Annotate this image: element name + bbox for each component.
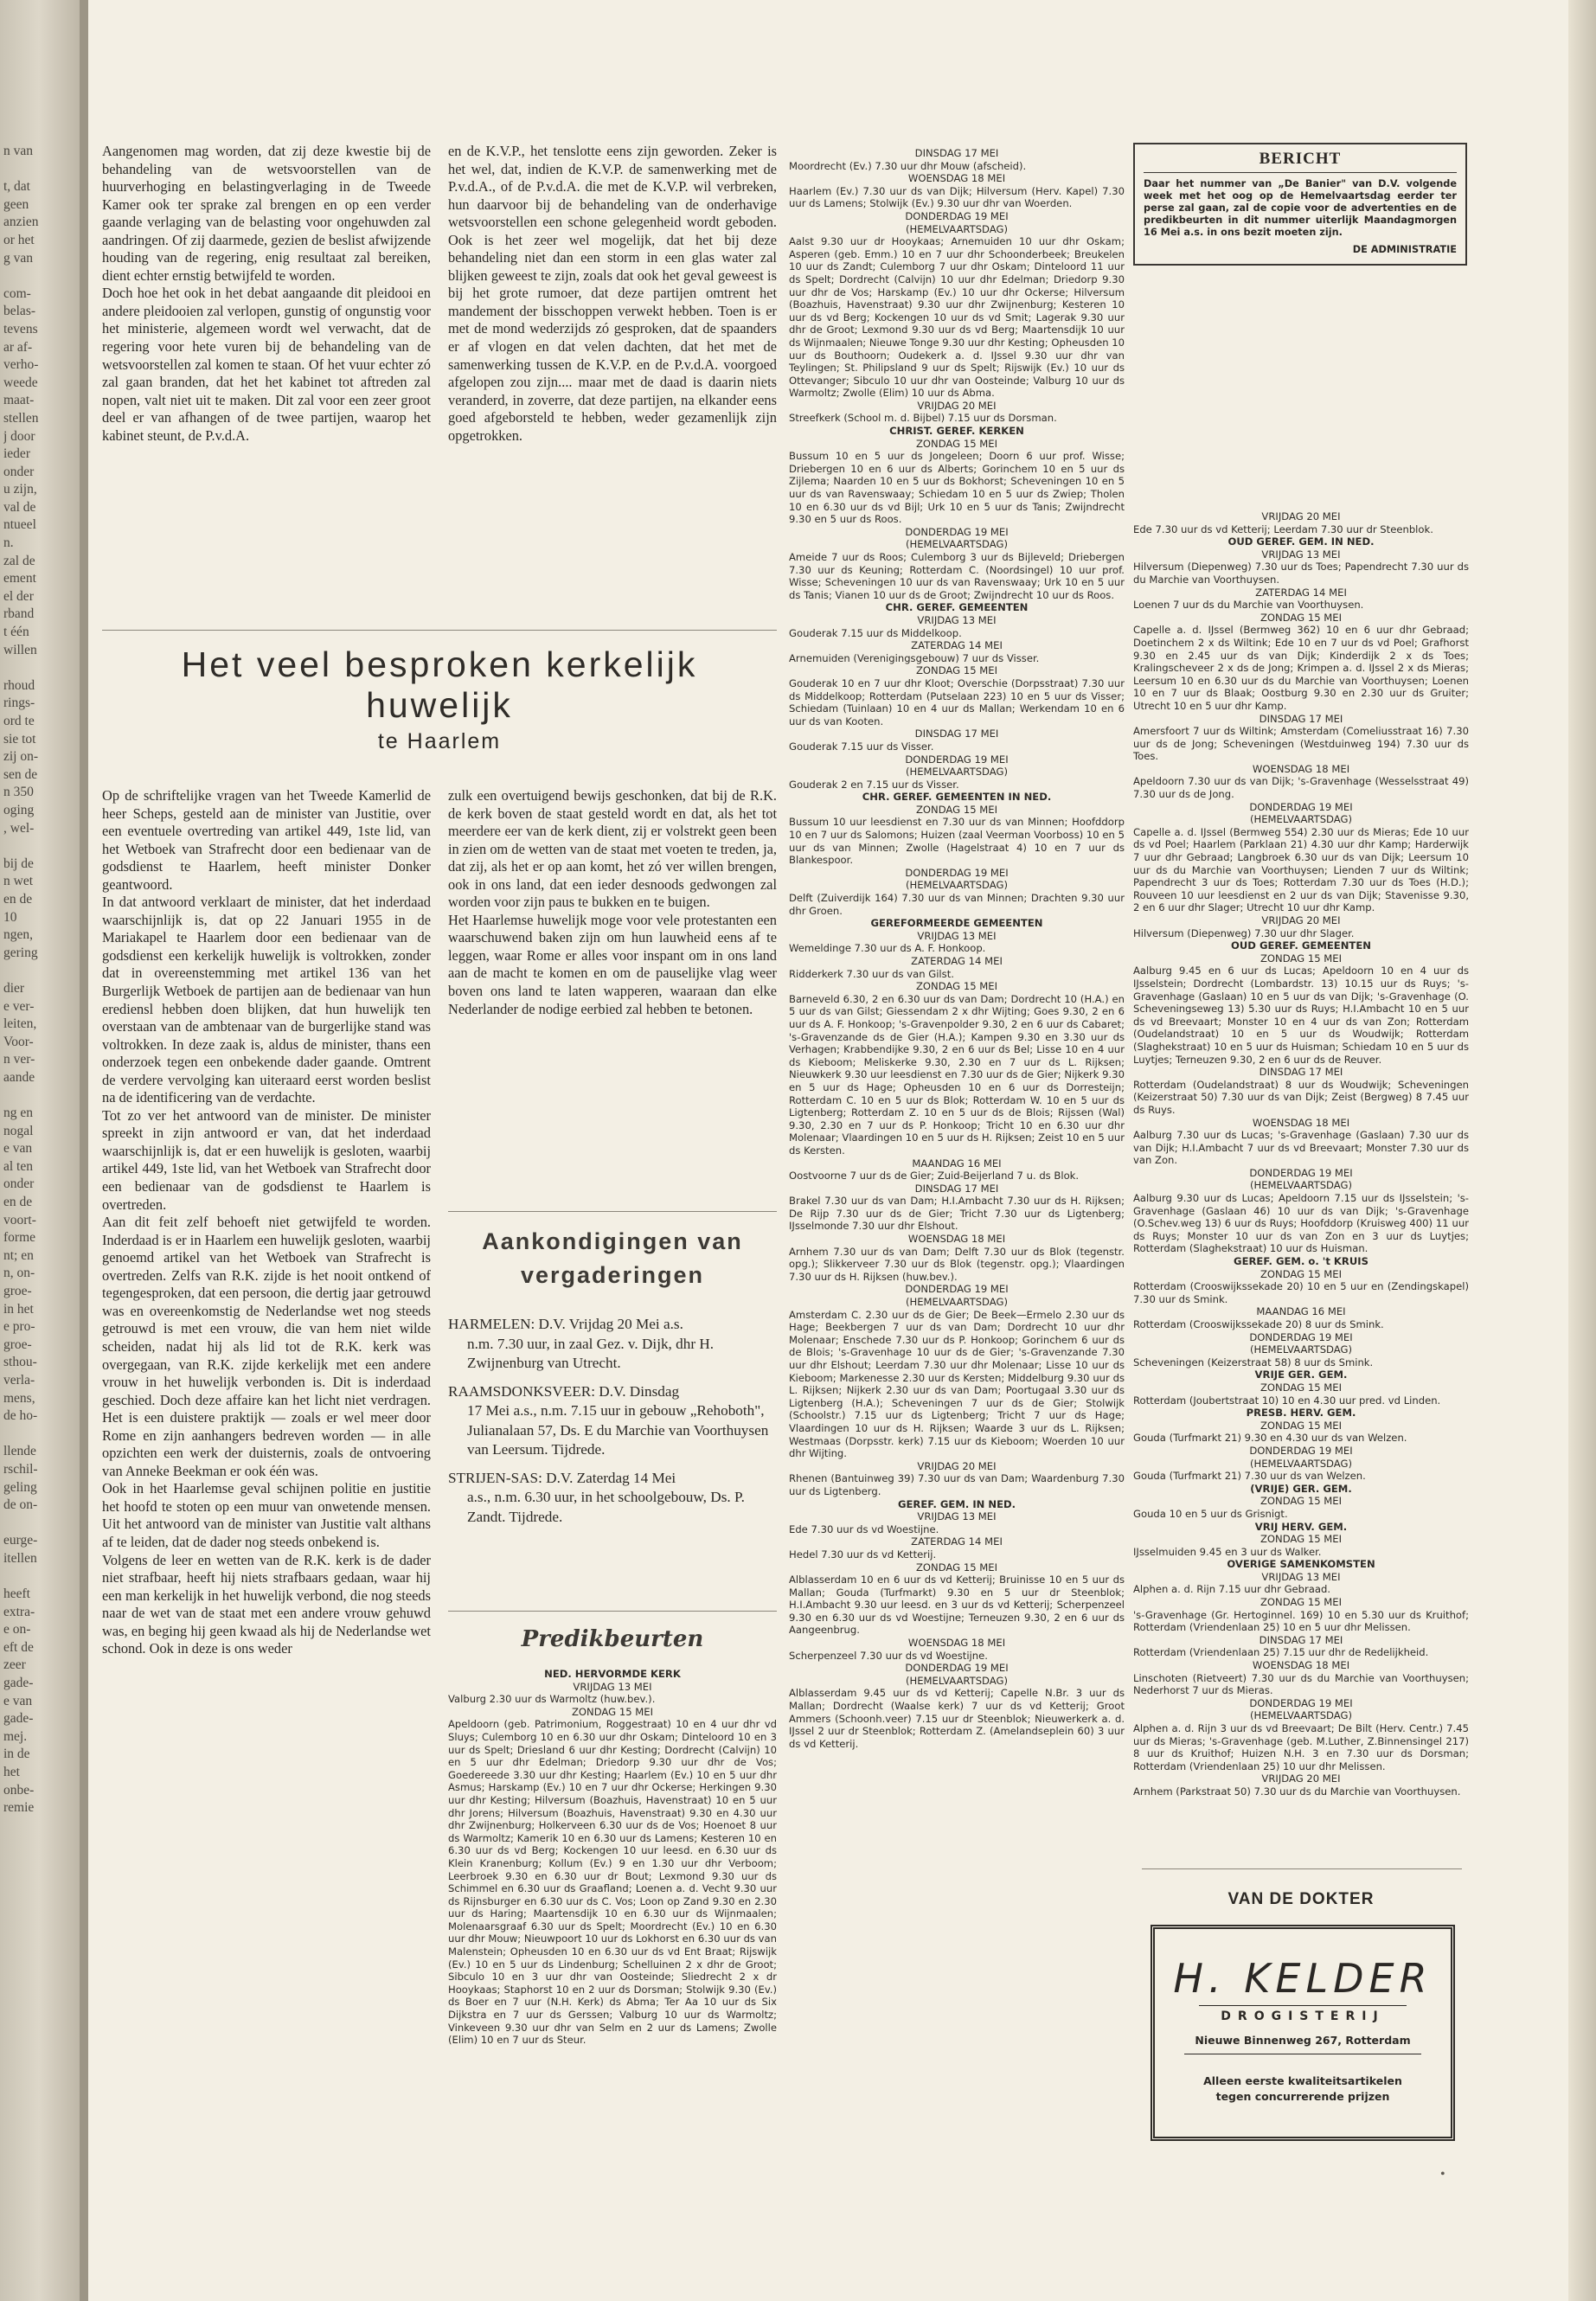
fragment-line: el der <box>3 588 34 604</box>
fragment-line: onder <box>3 464 35 479</box>
service-listing: Hilversum (Diepenweg) 7.30 uur dhr Slager. <box>1133 926 1355 939</box>
advert-heading: VAN DE DOKTER <box>1227 1890 1375 1908</box>
service-listing: Haarlem (Ev.) 7.30 uur ds van Dijk; Hilversum (Herv. Kapel) 7.30 uur ds Lamens; Stolwijk (Ev.) 9.30 uur dhr van Woerden. <box>789 184 1125 210</box>
service-listing: Gouderak 7.15 uur ds Middelkoop. <box>789 626 962 639</box>
service-listing: Gouderak 7.15 uur ds Visser. <box>789 740 934 753</box>
fragment-line: t één <box>3 625 29 640</box>
service-listing: Alblasserdam 9.45 uur ds vd Ketterij; Capelle N.Br. 3 uur ds Mallan; Dordrecht (Waalse kerk) 7 uur ds vd Ketterij; Groot Ammers (Schoonh.veer) 7.15 uur dr Steenblok; Nieuwerkerk a. d. IJssel 2 uur dr Steenblok; Rotterdam Z. (Amelandseplein 60) 3 uur ds vd Ketterij. <box>789 1687 1125 1750</box>
fragment-line: Voor- <box>3 1034 34 1049</box>
date-heading: (HEMELVAARTSDAG) <box>905 1674 1009 1687</box>
fragment-line <box>3 1086 55 1105</box>
drogisterij-advert <box>1151 1925 1455 2141</box>
fragment-line: 10 <box>3 909 17 925</box>
service-listing: Bussum 10 uur leesdienst en 7.30 uur ds van Minnen; Hoofddorp 10 en 7 uur ds Salomons; Huizen (zaal Veerman Voorboss) 10 en 5 uur ds van Minnen; Zwolle (Hagelstraat 4) 10 en 7 uur ds Blankespoor. <box>789 816 1125 867</box>
date-heading: DONDERDAG 19 MEI <box>1249 1696 1353 1709</box>
advert-divider <box>1142 1868 1462 1869</box>
fragment-line: gering <box>3 945 38 960</box>
date-heading: VRIJDAG 20 MEI <box>1261 914 1341 926</box>
page-mark: • <box>1440 2167 1445 2182</box>
date-heading: ZONDAG 15 MEI <box>915 803 998 816</box>
fragment-line: heeft <box>3 1586 30 1602</box>
service-listing: Aalburg 9.45 en 6 uur ds Lucas; Apeldoorn 10 en 4 uur ds IJsselstein; Dordrecht (Lombardstr. 13) 10.15 uur ds Ruys; 's-Gravenhage (Gaslaan) 10 en 5 uur ds van Dijk; 's-Gravenhage (O. Scheveningseweg 13) 5.30 uur ds Ruys; H.I.Ambacht 10 en 5 uur ds vd Breevaart; Monster 10 en 4 uur ds van Zon; Rotterdam (Oudelandstraat) 10 en 5 uur ds Woudwijk; Rotterdam (Slaghekstraat) 10 en 5 uur ds Huisman; Schiedam 10 en 5 uur ds Luytjes; Terneuzen 9.30, 2 en 6 uur ds de Reuver. <box>1133 965 1469 1066</box>
date-heading: ZONDAG 15 MEI <box>1259 611 1343 624</box>
fragment-line: leiten, <box>3 1016 37 1032</box>
fragment-line: , wel- <box>3 820 35 836</box>
date-heading: ZATERDAG 14 MEI <box>911 639 1003 652</box>
service-listing: Bussum 10 en 5 uur ds Jongeleen; Doorn 6 uur prof. Wisse; Driebergen 10 en 6 uur ds Alberts; Gorinchem 10 en 5 uur ds Zijlema; Naarden 10 en 5 uur ds Bokhorst; Scheveningen 10 en 5 uur ds van Ravenswaay; Schiedam 10 en 5 uur ds Zwiep; Tholen 10 en 6.30 uur ds vd Bijl; Urk 10 en 5 uur ds Tanis; Zwijndrecht 9.30 en 5 uur ds Roos. <box>789 450 1125 526</box>
meeting-first-line: STRIJEN-SAS: D.V. Zaterdag 14 Mei <box>448 1469 676 1486</box>
service-listing: Ameide 7 uur ds Roos; Culemborg 3 uur ds Bijleveld; Driebergen 7.30 uur ds Keuning; Rotterdam C. (Noordsingel) 10 uur prof. Wisse; Scheveningen 10 uur ds van Ravenswaay; Urk 10 en 5 uur ds Tanis; Vianen 10 uur ds de Groot; Zwijndrecht 10 uur ds Roos. <box>789 551 1125 601</box>
fragment-line: gade- <box>3 1711 34 1727</box>
paragraph: Aan dit feit zelf behoeft niet getwijfeld te worden. Inderdaad is er in Haarlem een huwelijk gesloten, waarbij genoemd artikel van het Wetboek van Strafrecht is overtreden. Zelfs van R.K. zijde is het nooit ontkend of tegengesproken, dat een persoon, die dertig jaar getrouwd was en overeenkomstig de Nederlandse wet nog steeds getrouwd is met een vrouw, die van hem niet wilde scheiden, nadat hij als lid tot de R.K. kerk was overgegaan, van R.K. zijde kerkelijk met een andere vrouw in het huwelijk verbonden is. Dit is inderdaad geschied. Doch deze affaire kan het licht niet verdragen. Het is een duistere praktijk — zoals er wel meer door Rome en zijn aanhangers bedreven worden — in alle opzichten een werk der duisternis, zoals de ontvoering van Anneke Beekman er ook één was. <box>102 1214 431 1479</box>
advert-rule <box>1199 2005 1406 2006</box>
fragment-line: g van <box>3 250 34 266</box>
date-heading: DONDERDAG 19 MEI <box>1249 800 1353 813</box>
fragment-line: de on- <box>3 1497 38 1513</box>
service-listing: Aalburg 9.30 uur ds Lucas; Apeldoorn 7.15 uur ds IJsselstein; 's-Gravenhage (Gaslaan 46) 10 uur ds van Dijk; 's-Gravenhage (O.Schev.weg 13) 6 uur ds Ruys; Hoofddorp (Kruisweg 400) 11 uur ds Ruys; Monster 10 uur ds van Zon en 3 uur ds Luytjes; Rotterdam (Slaghekstraat) 10 uur ds Huisman. <box>1133 1192 1469 1255</box>
date-heading: ZONDAG 15 MEI <box>1259 1596 1343 1609</box>
date-heading: DONDERDAG 19 MEI <box>1249 1444 1353 1457</box>
fragment-line <box>3 161 55 179</box>
fragment-line: nt; en <box>3 1247 34 1263</box>
fragment-line: geen <box>3 196 29 212</box>
date-heading: (HEMELVAARTSDAG) <box>905 766 1009 779</box>
bericht-notice-box <box>1133 143 1467 266</box>
date-heading: DINSDAG 17 MEI <box>1259 1633 1343 1646</box>
announcements-list <box>448 1315 777 1535</box>
service-listing: Aalburg 7.30 uur ds Lucas; 's-Gravenhage (Gaslaan) 7.30 uur ds van Dijk; H.I.Ambacht 7 uur ds vd Breevaart; Monster 7.30 uur ds van Zon. <box>1133 1129 1469 1167</box>
fragment-line: or het <box>3 232 35 247</box>
service-listing: Amersfoort 7 uur ds Wiltink; Amsterdam (Comeliusstraat 16) 7.30 uur ds de Jong; Scheveningen (Westduinweg 194) 7.30 uur ds Toes. <box>1133 725 1469 763</box>
bericht-text: Daar het nummer van „De Banier" van D.V. volgende week met het oog op de Hemelvaartsdag eerder ter perse zal gaan, zal de copie voor de advertenties en de predikbeurten in dit nummer uiterlijk Maandagmorgen 16 Mei a.s. in ons bezit moeten zijn. <box>1144 178 1457 238</box>
service-listing: Aalst 9.30 uur dr Hooykaas; Arnemuiden 10 uur dhr Oskam; Asperen (geb. Emm.) 10 en 7 uur dhr Schoonderbeek; Breukelen 10 uur ds Zandt; Culemborg 7 uur dhr Oskam; Dinteloord 11 uur ds Spelt; Dordrecht (Calvijn) 10 uur dhr Edelman; Driedorp 9.30 uur dhr de Vos; Harskamp (Ev.) 10 uur dhr Ockerse; Hilversum (Boazhuis, Havenstraat) 9.30 uur dhr Zwijnenburg; Kesteren 10 uur ds vd Berg; Kockengen 10 uur ds vd Smit; Lagerak 9.30 uur dhr de Groot; Lexmond 9.30 uur ds vd Berg; Maartensdijk 10 uur ds Wijnmaalen; Nieuwe Tonge 9.30 uur dhr Kesting; Opheusden 10 uur ds Bouthoorn; Oudekerk a. d. IJssel 9.30 uur dhr van Teylingen; St. Philipsland 9 uur ds Spelt; Rijswijk (Ev.) 10 uur ds Ottevanger; Sibculo 10 uur dhr van Oosteinde; Valburg 10 uur ds Warmoltz; Zwolle (Elim) 10 uur ds Abma. <box>789 235 1125 400</box>
fragment-line: onder <box>3 1176 35 1192</box>
date-heading: DONDERDAG 19 MEI <box>905 1283 1009 1296</box>
fragment-line <box>3 267 55 285</box>
fragment-line: sen de <box>3 766 38 782</box>
fragment-line: aande <box>3 1069 35 1085</box>
fragment-line <box>3 1515 55 1533</box>
fragment-line: voort- <box>3 1212 36 1227</box>
fragment-line: n wet <box>3 874 34 889</box>
church-heading: GEREF. GEM. IN NED. <box>897 1497 1016 1510</box>
service-listing: Alblasserdam 10 en 6 uur ds vd Ketterij; Bruinisse 10 en 5 uur ds Mallan; Gouda (Turfmarkt) 9.30 en 5 uur dr Steenblok; H.I.Ambacht 9.30 uur leesd. en 3 uur ds vd Ketterij; Scherpenzeel 9.30 en 6.30 uur ds vd Woestijne; Terneuzen 9.30, 2 en 6 uur ds Aangeenbrug. <box>789 1574 1125 1637</box>
date-heading: ZONDAG 15 MEI <box>571 1705 654 1718</box>
date-heading: (HEMELVAARTSDAG) <box>905 1296 1009 1309</box>
fragment-line: remie <box>3 1800 35 1816</box>
date-heading: ZONDAG 15 MEI <box>1259 952 1343 965</box>
paragraph: Op de schriftelijke vragen van het Tweede Kamerlid de heer Scheps, gesteld aan de minister van Justitie, over een eventuele overtreding van artikel 449, 1ste lid, van het Wetboek van Strafrecht door een bedienaar van de godsdienst te Haarlem, heeft minister Donker geantwoord. <box>102 787 431 893</box>
date-heading: MAANDAG 16 MEI <box>1256 1305 1346 1318</box>
date-heading: (HEMELVAARTSDAG) <box>1249 1343 1353 1356</box>
paragraph: en de K.V.P., het tenslotte eens zijn geworden. Zeker is het wel, dat, indien de K.V.P. de samenwerking met de P.v.d.A., of de P.v.d.A. die met de K.V.P. wil verbreken, hun daarvoor bij de behandeling van de onderhavige wetsvoorstellen een schone gelegenheid wordt geboden. Ook is het zeer wel mogelijk, dat het bij deze behandeling niet dan een storm in een glas water zal blijken geweest te zijn, zoals dat ook het geval geweest is bij het grote rumoer, dat deze partijen omtrent het mandement der bisschoppen verwekt hebben. Toen is er met de mond wederzijds zó gesproken, dat de spaanders er af vlogen en dat velen dachten, dat het met de samenwerking tussen de K.V.P. en de P.v.d.A. voorgoed afgelopen zou zijn.... maar met de daad is daarin niets veranderd, in zoverre, dat deze partijen, na elkander eens goed afgeborsteld te hebben, weder gezamenlijk zijn opgetrokken. <box>448 143 777 444</box>
fragment-line: ng en <box>3 1106 34 1121</box>
date-heading: WOENSDAG 18 MEI <box>1252 1116 1350 1129</box>
date-heading: VRIJDAG 13 MEI <box>917 613 997 626</box>
service-listing: Alphen a. d. Rijn 3 uur ds vd Breevaart; De Bilt (Herv. Centr.) 7.45 uur ds Mieras; 's-Gravenhage (geb. M.Luther, Z.Binnensingel 217) 8 uur ds Kruithof; Huizen N.H. 3 en 7.30 uur ds Dorsman; Rotterdam (Vriendenlaan 25) 10 uur dhr Melissen. <box>1133 1722 1469 1772</box>
fragment-line: e van <box>3 1141 33 1157</box>
service-listing: Gouda (Turfmarkt 21) 7.30 uur ds van Welzen. <box>1133 1470 1366 1483</box>
date-heading: DONDERDAG 19 MEI <box>905 866 1009 879</box>
fragment-line: llende <box>3 1444 36 1459</box>
fragment-line: e van <box>3 1693 33 1708</box>
announcements-title <box>448 1228 777 1289</box>
service-listing: Capelle a. d. IJssel (Bermweg 554) 2.30 uur ds Mieras; Ede 10 uur ds vd Poel; Haarlem (Parklaan 21) 4.30 uur dhr Kamp; Harderwijk 7 uur dhr Gebraad; Langbroek 6.30 uur ds van Dijk; Leersum 10 uur ds du Marchie van Voorthuysen; Lienden 7 uur ds Wiltink; Papendrecht 3 uur ds Toes; Rotterdam 7.30 uur ds Toes (H.D.); Rouveen 10 uur leesdienst en 2 uur ds van Dijk; Stavenisse 9.30, 2 en 6 uur dhr Slager; Utrecht 10 uur dhr Kamp. <box>1133 825 1469 914</box>
church-heading: GEREFORMEERDE GEMEENTEN <box>870 917 1043 930</box>
bericht-signature: DE ADMINISTRATIE <box>1352 244 1457 255</box>
date-heading: (HEMELVAARTSDAG) <box>1249 1457 1353 1470</box>
church-heading: CHR. GEREF. GEMEENTEN <box>885 601 1029 614</box>
date-heading: ZONDAG 15 MEI <box>1259 1267 1343 1280</box>
date-heading: DINSDAG 17 MEI <box>914 147 999 159</box>
date-heading: (HEMELVAARTSDAG) <box>905 538 1009 551</box>
service-listing: Scheveningen (Keizerstraat 58) 8 uur ds Smink. <box>1133 1356 1374 1368</box>
fragment-line: belas- <box>3 304 36 319</box>
fragment-line: n 350 <box>3 785 34 800</box>
date-heading: (HEMELVAARTSDAG) <box>905 222 1009 235</box>
fragment-line: het <box>3 1765 20 1780</box>
date-heading: ZONDAG 15 MEI <box>915 1561 998 1574</box>
advert-slogan-line2: tegen concurrerende prijzen <box>1215 2090 1390 2103</box>
service-listing: Valburg 2.30 uur ds Warmoltz (huw.bev.). <box>448 1693 656 1706</box>
service-listing: Rotterdam (Vriendenlaan 25) 7.15 uur dhr de Redelijkheid. <box>1133 1646 1429 1659</box>
date-heading: (HEMELVAARTSDAG) <box>1249 1709 1353 1722</box>
meeting-first-line: HARMELEN: D.V. Vrijdag 20 Mei a.s. <box>448 1316 683 1332</box>
fragment-line: val de <box>3 499 36 515</box>
date-heading: WOENSDAG 18 MEI <box>1252 762 1350 775</box>
fragment-line: anzien <box>3 215 39 230</box>
date-heading: MAANDAG 16 MEI <box>912 1157 1002 1170</box>
fragment-line: al ten <box>3 1158 33 1174</box>
binding-shadow <box>80 0 88 2301</box>
article-body-column-1 <box>102 787 431 1658</box>
service-listing: Rotterdam (Joubertstraat 10) 10 en 4.30 uur pred. vd Linden. <box>1133 1394 1441 1407</box>
fragment-line: eurge- <box>3 1533 38 1548</box>
fragment-line: zal de <box>3 553 35 568</box>
fragment-line: e on- <box>3 1622 31 1638</box>
meeting-details: a.s., n.m. 6.30 uur, in het schoolgebouw, Ds. P. Zandt. Tijdrede. <box>467 1489 745 1525</box>
announcements-title-line2: vergaderingen <box>520 1262 705 1288</box>
paragraph: Aangenomen mag worden, dat zij deze kwestie bij de behandeling van de wetsvoorstellen van de huurverhoging en belastingverlaging in de Tweede Kamer ook ter sprake zal brengen en op een verder gaande verlaging van de belasting voor ongehuwden zal aandringen. Of zij daarmede, gezien de beslist afwijzende houding van de regering, enig resultaat zal bereiken, dient echter ernstig betwijfeld te worden. <box>102 143 431 284</box>
fragment-line <box>3 1426 55 1444</box>
meeting-details: 17 Mei a.s., n.m. 7.15 uur in gebouw „Rehoboth", Julianalaan 57, Ds. E du Marchie van Voorthuysen van Leersum. Tijdrede. <box>467 1402 769 1458</box>
fragment-line: e pro- <box>3 1319 35 1335</box>
date-heading: VRIJDAG 13 MEI <box>1261 548 1341 561</box>
meeting-item <box>448 1315 777 1374</box>
date-heading: VRIJDAG 20 MEI <box>917 1459 997 1472</box>
date-heading: WOENSDAG 18 MEI <box>907 1637 1006 1650</box>
date-heading: ZONDAG 15 MEI <box>1259 1381 1343 1394</box>
date-heading: DONDERDAG 19 MEI <box>1249 1330 1353 1343</box>
announcements-title-line1: Aankondigingen van <box>482 1228 743 1254</box>
date-heading: DINSDAG 17 MEI <box>1259 1066 1343 1079</box>
service-listing: Gouda 10 en 5 uur ds Grisnigt. <box>1133 1507 1288 1520</box>
predikbeurten-column-2 <box>789 147 1125 1750</box>
paragraph: Tot zo ver het antwoord van de minister. De minister spreekt in zijn antwoord er van, dat het inderdaad waarschijnlijk is, dat er een huwelijk is gesloten, waarbij artikel 449, 1ste lid, van het Wetboek van Strafrecht door een bedienaar van de godsdienst te Haarlem is overtreden. <box>102 1106 431 1213</box>
fragment-line: com- <box>3 285 31 301</box>
fragment-line: geling <box>3 1479 37 1495</box>
service-listing: Ridderkerk 7.30 uur ds van Gilst. <box>789 967 954 980</box>
service-listing: Arnemuiden (Verenigingsgebouw) 7 uur ds Visser. <box>789 651 1040 664</box>
service-listing: Arnhem 7.30 uur ds van Dam; Delft 7.30 uur ds Blok (tegenstr. opg.); Slikkerveer 7.30 uur ds Blok (tegenstr. opg.); Vlaardingen 7.30 uur ds H. Rijksen (huw.bev.). <box>789 1245 1125 1283</box>
fragment-line: weede <box>3 375 38 390</box>
fragment-line <box>3 659 55 677</box>
church-heading: GEREF. GEM. o. 't KRUIS <box>1234 1255 1368 1268</box>
date-heading: VRIJDAG 20 MEI <box>1261 510 1341 522</box>
date-heading: DINSDAG 17 MEI <box>914 727 999 740</box>
date-heading: ZATERDAG 14 MEI <box>1255 586 1347 599</box>
fragment-line: en de <box>3 891 33 907</box>
service-listing: Loenen 7 uur ds du Marchie van Voorthuysen. <box>1133 599 1364 612</box>
fragment-line: ieder <box>3 446 30 462</box>
service-listing: Barneveld 6.30, 2 en 6.30 uur ds van Dam; Dordrecht 10 (H.A.) en 5 uur ds van Gilst; Giessendam 2 x dhr Wijting; Goes 9.30, 2 en 6 uur ds A. F. Honkoop; 's-Gravenpolder 9.30, 2 en 6 uur ds Cabaret; 's-Gravenzande ds de Gier (H.A.); Kampen 9.30 en 3.30 uur ds Verhagen; Krabbendijke 9.30, 2 en 6 uur ds Bel; Lisse 10 en 4 uur ds Kieboom; Meliskerke 9.30, 2.30 en 7 uur ds L. Rijksen; Nieuwkerk 9.30 uur leesdienst en 7.30 uur ds de Gier; Nijkerk 9.30 en 5 uur ds Hage; Opheusden 10 en 6 uur ds Dorresteijn; Rotterdam C. 10 en 5 uur ds Blok; Rotterdam W. 10 en 5 uur ds Ligtenberg; Rotterdam Z. 10 en 5 uur ds de Blois; Rijssen (Wal) 9.30, 2.30 en 7 uur ds P. Honkoop; Tricht 10 en 6.30 uur dhr Molenaar; Vlaardingen 10 en 5 uur ds H. Rijksen; Zeist 10 en 5 uur ds Kersten. <box>789 992 1125 1157</box>
service-listing: Ede 7.30 uur ds vd Woestijne. <box>789 1522 939 1535</box>
service-listing: Delft (Zuiverdijk 164) 7.30 uur ds van Minnen; Drachten 9.30 uur dhr Groen. <box>789 892 1125 917</box>
date-heading: VRIJDAG 20 MEI <box>1261 1772 1341 1785</box>
fragment-line: in de <box>3 1747 30 1762</box>
service-listing: Oostvoorne 7 uur ds de Gier; Zuid-Beijerland 7 u. ds Blok. <box>789 1170 1080 1183</box>
meeting-first-line: RAAMSDONKSVEER: D.V. Dinsdag <box>448 1382 680 1400</box>
service-listing: Gouda (Turfmarkt 21) 9.30 en 4.30 uur ds van Welzen. <box>1133 1432 1407 1445</box>
fragment-line: gade- <box>3 1676 34 1691</box>
service-listing: Gouderak 10 en 7 uur dhr Kloot; Overschie (Dorpsstraat) 7.30 uur ds Middelkoop; Rotterdam (Putselaan 223) 10 en 5 uur ds Visser; Schiedam (Tuinlaan) 10 en 4 uur ds Mallan; Werkendam 10 en 6 uur ds van Kooten. <box>789 676 1125 727</box>
church-heading: (VRIJE) GER. GEM. <box>1250 1482 1352 1495</box>
fragment-line: oging <box>3 802 35 817</box>
fragment-line: nogal <box>3 1123 34 1138</box>
date-heading: VRIJDAG 20 MEI <box>917 399 997 412</box>
fragment-line: maat- <box>3 393 35 408</box>
paragraph: zulk een overtuigend bewijs geschonken, dat bij de R.K. de kerk boven de staat gesteld wordt en dat, als het tot meerdere eer van de kerk dient, zij er volstrekt geen been in zien om de wetten van de staat met voeten te treden, ja, dat zij, als het er op aan komt, het zó ver willen brengen, ook in ons land, dat een ieder desnoods gedwongen zal worden voor zijn paus te bukken en te buigen. <box>448 787 777 911</box>
fragment-line: eft de <box>3 1639 34 1655</box>
article-headline-block <box>102 644 777 754</box>
fragment-line: groe- <box>3 1336 32 1352</box>
fragment-line: in het <box>3 1301 34 1317</box>
fragment-line: n van <box>3 144 34 158</box>
date-heading: WOENSDAG 18 MEI <box>907 172 1006 185</box>
fragment-line: onbe- <box>3 1782 35 1798</box>
fragment-line: ement <box>3 571 36 586</box>
service-listing: Rotterdam (Crooswijkssekade 20) 8 uur ds Smink. <box>1133 1318 1384 1330</box>
fragment-line: groe- <box>3 1284 32 1298</box>
paragraph: Volgens de leer en wetten van de R.K. kerk is de dader niet strafbaar, heeft hij niets strafbaars gedaan, waar hij een man kerkelijk in het huwelijk verbond, die nog steeds naar de wet van de staat met een andere vrouw gehuwd was, en beging hij geen kwaad als hij de Nederlandse wet schond. Ook in deze is ons weder <box>102 1551 431 1657</box>
predikbeurten-divider <box>448 1611 777 1612</box>
service-listing: Hilversum (Diepenweg) 7.30 uur ds Toes; Papendrecht 7.30 uur ds du Marchie van Voorthuysen. <box>1133 561 1469 586</box>
meeting-details: n.m. 7.30 uur, in zaal Gez. v. Dijk, dhr H. Zwijnenburg van Utrecht. <box>467 1335 715 1371</box>
fragment-line: forme <box>3 1230 36 1246</box>
service-listing: Capelle a. d. IJssel (Bermweg 362) 10 en 6 uur dhr Gebraad; Doetinchem 2 x ds Wiltink; Ede 10 en 7 uur ds vd Poel; Grafhorst 9.30 en 2.45 uur ds van Dijk; Kinderdijk 2 x ds Toes; Kralingscheveer 2 x ds de Jong; Krimpen a. d. IJssel 2 x ds Mieras; Leersum 10 en 6.30 uur ds du Marchie van Voorthuysen; Loenen 10 en 7 uur ds Blaak; Oostburg 9.30 en 2.30 uur ds Gruiter; Utrecht 10 en 5 uur dhr Kamp. <box>1133 624 1469 712</box>
fragment-line: u zijn, <box>3 482 37 497</box>
fragment-line: rhoud <box>3 677 35 693</box>
service-listing: Alphen a. d. Rijn 7.15 uur dhr Gebraad. <box>1133 1583 1331 1596</box>
date-heading: VRIJDAG 13 MEI <box>917 1510 997 1523</box>
fragment-line: mens, <box>3 1390 35 1406</box>
predikbeurten-title: Predikbeurten <box>521 1626 704 1652</box>
article-continuation-column-1 <box>102 143 431 445</box>
fragment-line: e ver- <box>3 998 35 1014</box>
predikbeurten-column-1 <box>448 1668 777 2047</box>
date-heading: WOENSDAG 18 MEI <box>1252 1659 1350 1672</box>
service-listing: Apeldoorn (geb. Patrimonium, Roggestraat) 10 en 4 uur dhr vd Sluys; Culemborg 10 en 6.30 uur dhr Oskam; Dinteloord 10 en 3 uur ds Spelt; Driesland 6 uur dhr Kesting; Dordrecht (Calvijn) 10 en 5 uur dhr Edelman; Driedorp 9.30 uur dhr de Vos; Goedereede 3.30 uur dhr Kesting; Haarlem (Ev.) 10 en 5 uur dhr Asmus; Harskamp (Ev.) 10 en 7 uur dhr Ockerse; Herkingen 9.30 uur dhr Kesting; Hilversum (Boazhuis, Havenstraat) 10 en 5 uur dhr Jorens; Hilversum (Boazhuis, Havenstraat) 9.30 en 4.30 uur dhr Zwijnenburg; Holkerveen 6.30 uur ds de Vos; Hoenoet 8 uur ds Warmoltz; Kamerik 10 en 6.30 uur ds Lamens; Kesteren 10 en 6.30 uur ds vd Berg; Kockengen 10 uur leesd. en 6.30 uur ds Klein Kranenburg; Kollum (Ev.) 9 en 1.30 uur dhr Verboom; Leerbroek 9.30 en 6.30 uur dr Bout; Lexmond 9.30 uur ds Schimmel en 6.30 uur ds Graafland; Loenen a. d. Vecht 9.30 uur ds Rijnsburger en 6.30 uur ds C. Vos; Loon op Zand 9.30 en 2.30 uur ds Haring; Maartensdijk 10 en 6.30 uur ds Wijnmaalen; Molenaarsgraaf 6.30 uur ds Spelt; Moordrecht (Ev.) 10 en 6.30 uur dhr Mouw; Nieuwpoort 10 uur ds Lokhorst en 6.30 uur ds van Malenstein; Opheusden 10 en 6.30 uur ds vd Ent Braat; Rijswijk (Ev.) 10 en 5 uur ds Lindenburg; Schelluinen 2 x dhr de Groot; Sibculo 10 en 3 uur dhr van Oosteinde; Sliedrecht 2 x dr Hooykaas; Staphorst 10 en 2 uur ds Dorsman; Stolwijk 9.30 (Ev.) ds Boer en 7 uur (N.H. Kerk) ds Abma; Ter Aa 10 uur ds Six Dijkstra en 7 uur ds Gerssen; Valburg 10 uur ds Warmoltz; Vinkeveen 9.30 uur dhr van Selm en 2 uur ds Lamens; Zwolle (Elim) 10 en 7 uur ds Steur. <box>448 1718 777 2047</box>
fragment-line: n ver- <box>3 1052 35 1067</box>
service-listing: Amsterdam C. 2.30 uur ds de Gier; De Beek—Ermelo 2.30 uur ds Hage; Beekbergen 7 uur ds van Dam; Dordrecht 10 uur dhr Molenaar; Enschede 7.30 uur ds P. Honkoop; Gorinchem 6 uur ds de Blois; 's-Gravenhage 10 uur ds de Gier; 's-Gravenzande 7.30 uur dhr Elshout; Leerdam 7.30 uur dhr Molenaar; Lisse 10 uur ds Kieboom; Markenesse 2.30 uur ds Kersten; Middelburg 9.30 uur ds L. Rijksen; Nijkerk 2.30 uur ds van Dam; Poortugaal 3.30 uur ds Ligtenberg (H.A.); Scheveningen 7 uur ds de Gier; Stolwijk (Schoolstr.) 7.15 uur ds Ligtenberg; Tricht 7 uur ds Hage; Vlaardingen 10 uur ds H. Rijksen; Waarde 3 uur ds L. Rijksen; Westmaas (Dorpsstr. kerk) 7.15 uur ds Kieboom; Woerden 10 uur dhr Wijting. <box>789 1308 1125 1460</box>
paragraph: Ook in het Haarlemse geval schijnen politie en justitie het hoofd te stoten op een muur van onwetende mensen. Uit het antwoord van de minister van Justitie valt althans af te leiden, dat de dader nog steeds onbekend is. <box>102 1480 431 1550</box>
fragment-line: rings- <box>3 695 35 711</box>
service-listing: Scherpenzeel 7.30 uur ds vd Woestijne. <box>789 1649 988 1662</box>
church-heading: CHRIST. GEREF. KERKEN <box>889 425 1024 438</box>
fragment-line: itellen <box>3 1550 37 1566</box>
fragment-line: tevens <box>3 321 38 336</box>
article-continuation-column-2 <box>448 143 777 445</box>
fragment-line: mej. <box>3 1728 28 1744</box>
date-heading: VRIJDAG 13 MEI <box>573 1680 652 1693</box>
fragment-line: rschil- <box>3 1461 38 1477</box>
date-heading: DONDERDAG 19 MEI <box>905 209 1009 222</box>
advert-subtitle: DROGISTERIJ <box>1221 2009 1385 2023</box>
date-heading: (HEMELVAARTSDAG) <box>1249 813 1353 826</box>
service-listing: Brakel 7.30 uur ds van Dam; H.I.Ambacht 7.30 uur ds H. Rijksen; De Rijp 7.30 uur ds de Gier; Tricht 7.30 uur ds Ligtenberg; IJsselmonde 7.30 uur dhr Elshout. <box>789 1195 1125 1233</box>
fragment-line: verho- <box>3 357 39 373</box>
fragment-line: zij on- <box>3 749 39 765</box>
fragment-line: zeer <box>3 1657 26 1673</box>
service-listing: Wemeldinge 7.30 uur ds A. F. Honkoop. <box>789 942 986 955</box>
date-heading: WOENSDAG 18 MEI <box>907 1233 1006 1246</box>
announcement-divider <box>448 1211 777 1212</box>
fragment-line: willen <box>3 642 37 657</box>
fragment-line: j door <box>3 428 35 444</box>
fragment-line <box>3 837 55 856</box>
advert-address: Nieuwe Binnenweg 267, Rotterdam <box>1195 2034 1411 2047</box>
church-heading: VRIJ HERV. GEM. <box>1254 1520 1348 1533</box>
fragment-line: dier <box>3 980 25 996</box>
church-heading: OUD GEREF. GEM. IN NED. <box>1227 535 1375 548</box>
page-edge <box>1568 0 1596 2301</box>
service-listing: Streefkerk (School m. d. Bijbel) 7.15 uur ds Dorsman. <box>789 412 1057 425</box>
date-heading: DONDERDAG 19 MEI <box>905 525 1009 538</box>
paragraph: In dat antwoord verklaart de minister, dat het inderdaad waarschijnlijk is, dat op 22 Januari 1955 in de Mariakapel te Haarlem door een bedienaar van de godsdienst een kerkelijk huwelijk is voltrokken, zonder dat in overeenstemming met artikel 136 van het Burgerlijk Wetboek de partijen aan de bedienaar van hun erediensl hebben doen blijken, dat hun huwelijk ten overstaan van de ambtenaar van de burgerlijke stand was voltrokken. In deze zaak is, aldus de minister, thans een onderzoek tegen een onbekende dader gaande. Omtrent de verdere vervolging kan uiteraard eerst worden beslist na de identificering van de verdachte. <box>102 894 431 1106</box>
bericht-title: BERICHT <box>1144 150 1457 173</box>
fragment-line: ngen, <box>3 927 34 943</box>
date-heading: DINSDAG 17 MEI <box>1259 712 1343 725</box>
church-heading: OVERIGE SAMENKOMSTEN <box>1227 1558 1375 1571</box>
service-listing: Apeldoorn 7.30 uur ds van Dijk; 's-Gravenhage (Wesselsstraat 49) 7.30 uur ds de Jong. <box>1133 775 1469 801</box>
service-listing: 's-Gravenhage (Gr. Hertoginnel. 169) 10 en 5.30 uur ds Kruithof; Rotterdam (Vriendenlaan 25) 10 en 5 uur dhr Melissen. <box>1133 1608 1469 1634</box>
fragment-line: t, dat <box>3 179 30 195</box>
date-heading: ZONDAG 15 MEI <box>915 980 998 993</box>
fragment-line: ntueel <box>3 517 36 533</box>
fragment-line: rband <box>3 606 35 622</box>
church-heading: OUD GEREF. GEMEENTEN <box>1231 939 1371 952</box>
fragment-line: n. <box>3 535 14 551</box>
advert-shop-name: H. KELDER <box>1173 1955 1433 2002</box>
date-heading: ZONDAG 15 MEI <box>1259 1419 1343 1432</box>
paragraph: Doch hoe het ook in het debat aangaande dit pleidooi en andere pleidooien zal verlopen, gunstig of ongunstig voor het ministerie, algemeen wordt wel verwacht, dat de regering voor hete vuren bij de behandeling van de wetsvoorstellen zal komen te staan. Of het vuur echter zó zal gaan branden, dat het het kabinet tot aftreden zal nopen, valt niet uit te maken. Dit zal voor een zeer groot deel er van afhangen of de twee partijen, waarop het kabinet steunt, de P.v.d.A. <box>102 285 431 444</box>
article-headline: Het veel besproken kerkelijk huwelijk <box>181 644 698 725</box>
date-heading: (HEMELVAARTSDAG) <box>1249 1179 1353 1192</box>
date-heading: VRIJDAG 13 MEI <box>917 929 997 942</box>
date-heading: ZATERDAG 14 MEI <box>911 955 1003 967</box>
advert-slogan-line1: Alleen eerste kwaliteitsartikelen <box>1203 2074 1402 2087</box>
date-heading: ZONDAG 15 MEI <box>915 437 998 450</box>
section-divider <box>102 630 777 631</box>
date-heading: VRIJDAG 13 MEI <box>1261 1570 1341 1583</box>
service-listing: Rotterdam (Oudelandstraat) 8 uur ds Woudwijk; Scheveningen (Keizerstraat 50) 7.30 uur ds van Dijk; Zeist (Bergweg) 8 7.45 uur ds Ruys. <box>1133 1078 1469 1116</box>
paragraph: Het Haarlemse huwelijk moge voor vele protestanten een waarschuwend baken zijn om hun lauwheid eens af te leggen, waar Rome er alles voor inspant om in ons land aan de macht te komen en om de pauselijke vlag weer boven ons land te laten wapperen, waaraan dan elke Nederlander de nodige eerbied zal hebben te betonen. <box>448 911 777 1017</box>
fragment-line: n, on- <box>3 1266 35 1281</box>
date-heading: ZONDAG 15 MEI <box>1259 1533 1343 1546</box>
date-heading: ZONDAG 15 MEI <box>1259 1495 1343 1508</box>
date-heading: DONDERDAG 19 MEI <box>905 1662 1009 1675</box>
church-heading: PRESB. HERV. GEM. <box>1246 1407 1356 1420</box>
fragment-line: ar af- <box>3 339 33 355</box>
fragment-line <box>3 1568 55 1586</box>
fragment-line: en de <box>3 1195 33 1210</box>
fragment-line: sthou- <box>3 1355 37 1370</box>
service-listing: Ede 7.30 uur ds vd Ketterij; Leerdam 7.30 uur dr Steenblok. <box>1133 522 1433 535</box>
predikbeurten-column-3 <box>1133 510 1469 1798</box>
article-body-column-2 <box>448 787 777 1018</box>
fragment-line: extra- <box>3 1604 35 1619</box>
fragment-line: verla- <box>3 1372 35 1388</box>
church-heading: NED. HERVORMDE KERK <box>544 1668 681 1680</box>
service-listing: Linschoten (Rietveert) 7.30 uur ds du Marchie van Voorthuysen; Nederhorst 7 uur ds Mieras. <box>1133 1671 1469 1697</box>
service-listing: IJsselmuiden 9.45 en 3 uur ds Walker. <box>1133 1545 1322 1558</box>
date-heading: ZONDAG 15 MEI <box>915 664 998 677</box>
fragment-line: de ho- <box>3 1408 38 1424</box>
service-listing: Rhenen (Bantuinweg 39) 7.30 uur ds van Dam; Waardenburg 7.30 uur ds Ligtenberg. <box>789 1472 1125 1497</box>
service-listing: Moordrecht (Ev.) 7.30 uur dhr Mouw (afscheid). <box>789 159 1027 172</box>
previous-page-column-fragment <box>3 143 55 1817</box>
service-listing: Arnhem (Parkstraat 50) 7.30 uur ds du Marchie van Voorthuysen. <box>1133 1785 1461 1798</box>
meeting-item <box>448 1382 777 1460</box>
service-listing: Gouderak 2 en 7.15 uur ds Visser. <box>789 778 959 791</box>
date-heading: DONDERDAG 19 MEI <box>905 753 1009 766</box>
fragment-line: ord te <box>3 714 35 728</box>
fragment-line: stellen <box>3 410 39 426</box>
date-heading: DONDERDAG 19 MEI <box>1249 1166 1353 1179</box>
date-heading: DINSDAG 17 MEI <box>914 1182 999 1195</box>
date-heading: (HEMELVAARTSDAG) <box>905 879 1009 892</box>
fragment-line: bij de <box>3 856 34 871</box>
meeting-item <box>448 1469 777 1528</box>
fragment-line: sie tot <box>3 731 36 747</box>
service-listing: Hedel 7.30 uur ds vd Ketterij. <box>789 1548 937 1561</box>
fragment-line <box>3 962 55 980</box>
date-heading: ZATERDAG 14 MEI <box>911 1535 1003 1548</box>
church-heading: CHR. GEREF. GEMEENTEN IN NED. <box>862 791 1052 804</box>
church-heading: VRIJE GER. GEM. <box>1254 1368 1348 1381</box>
service-listing: Rotterdam (Crooswijkssekade 20) 10 en 5 uur en (Zendingskapel) 7.30 uur ds Smink. <box>1133 1280 1469 1305</box>
article-subheadline: te Haarlem <box>377 729 502 753</box>
advert-slogan <box>1155 2073 1451 2105</box>
